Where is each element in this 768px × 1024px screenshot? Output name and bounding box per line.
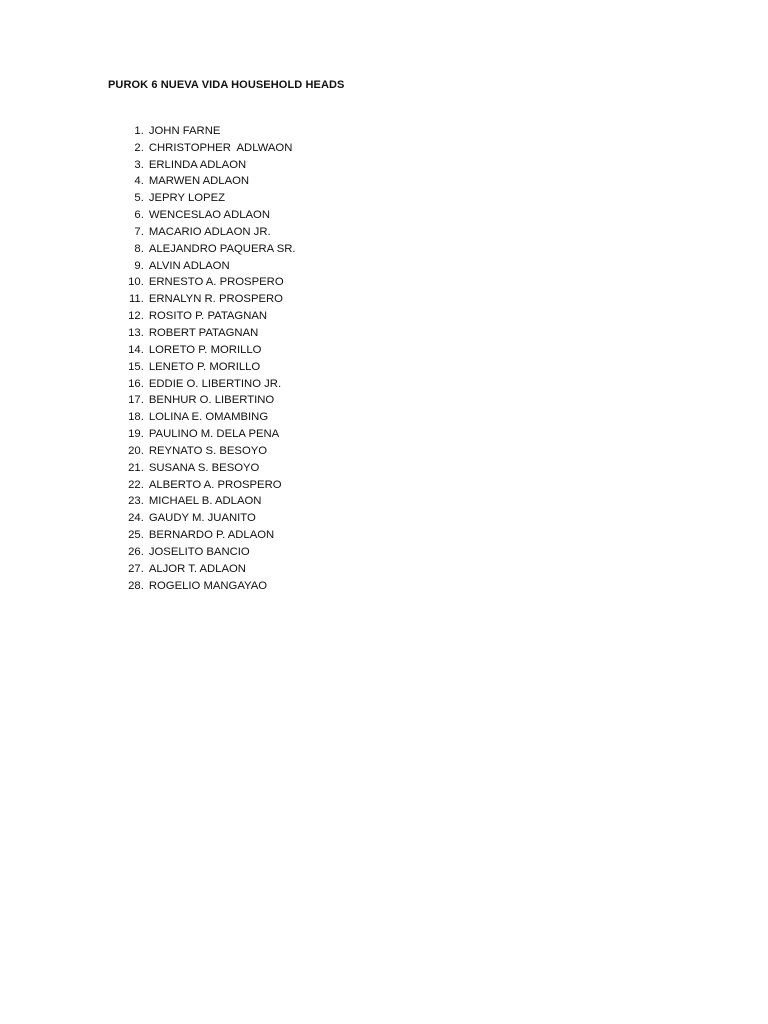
- item-number: 17.: [128, 394, 144, 407]
- item-number: 15.: [128, 360, 144, 373]
- list-item: [100, 376, 296, 407]
- item-number: 3.: [134, 158, 144, 171]
- item-name: ERNESTO A. PROSPERO: [148, 276, 284, 289]
- item-number: 12.: [128, 310, 144, 323]
- list-item: [100, 443, 296, 474]
- item-number: 19.: [128, 428, 144, 441]
- list-item: [100, 123, 296, 154]
- list-item: [100, 140, 296, 171]
- document-title: PUROK 6 NUEVA VIDA HOUSEHOLD HEADS: [108, 79, 345, 91]
- item-number: 25.: [128, 529, 144, 542]
- item-name: MACARIO ADLAON JR.: [148, 225, 271, 238]
- item-name: BENHUR O. LIBERTINO: [148, 394, 275, 407]
- item-name: ROSITO P. PATAGNAN: [148, 310, 268, 323]
- list-item: [100, 291, 296, 323]
- item-name: GAUDY M. JUANITO: [148, 512, 256, 525]
- list-item: [100, 460, 296, 491]
- item-number: 16.: [128, 377, 144, 390]
- list-item: [100, 477, 296, 508]
- item-name: LOLINA E. OMAMBING: [148, 411, 269, 424]
- item-name: ROGELIO MANGAYAO: [148, 579, 268, 592]
- item-name: JEPRY LOPEZ: [148, 192, 226, 205]
- list-item: [100, 342, 296, 373]
- item-number: 7.: [134, 225, 144, 238]
- list-item: [100, 544, 296, 575]
- list-item: [100, 325, 296, 356]
- item-number: 9.: [134, 259, 144, 272]
- item-number: 6.: [134, 209, 144, 222]
- item-number: 23.: [128, 495, 144, 508]
- item-number: 28.: [128, 579, 144, 592]
- item-name: ALVIN ADLAON: [148, 259, 230, 272]
- item-name: ERLINDA ADLAON: [148, 158, 247, 171]
- list-item: [100, 157, 296, 188]
- item-number: 14.: [128, 343, 144, 356]
- list-item: [100, 359, 296, 390]
- item-name: CHRISTOPHER ADLWAON: [148, 141, 293, 154]
- item-name: MARWEN ADLAON: [148, 175, 250, 188]
- list-item: [100, 392, 296, 424]
- list-item: [100, 207, 296, 238]
- list-item: [100, 258, 296, 289]
- item-name: JOHN FARNE: [148, 124, 221, 137]
- item-number: 27.: [128, 562, 144, 575]
- item-number: 2.: [134, 141, 144, 154]
- item-number: 13.: [128, 326, 144, 339]
- item-name: LORETO P. MORILLO: [148, 343, 262, 356]
- item-number: 21.: [128, 461, 144, 474]
- item-number: 24.: [128, 512, 144, 525]
- list-item: [100, 527, 296, 558]
- household-heads-list: [100, 106, 296, 592]
- item-name: REYNATO S. BESOYO: [148, 444, 268, 457]
- item-name: ALEJANDRO PAQUERA SR.: [148, 242, 296, 255]
- item-name: SUSANA S. BESOYO: [148, 461, 260, 474]
- list-item: [100, 493, 296, 525]
- item-number: 5.: [134, 192, 144, 205]
- list-item: [100, 190, 296, 222]
- item-name: MICHAEL B. ADLAON: [148, 495, 262, 508]
- list-item: [100, 173, 296, 205]
- item-number: 26.: [128, 545, 144, 558]
- item-number: 10.: [128, 276, 144, 289]
- item-name: JOSELITO BANCIO: [148, 545, 250, 558]
- item-name: ERNALYN R. PROSPERO: [148, 293, 283, 306]
- list-item: [100, 106, 296, 137]
- item-name: EDDIE O. LIBERTINO JR.: [148, 377, 282, 390]
- list-item: [100, 308, 296, 339]
- item-name: LENETO P. MORILLO: [148, 360, 261, 373]
- list-item: [100, 274, 296, 306]
- item-name: ROBERT PATAGNAN: [148, 326, 259, 339]
- item-number: 1.: [134, 124, 144, 137]
- item-number: 18.: [128, 411, 144, 424]
- item-name: ALJOR T. ADLAON: [148, 562, 246, 575]
- list-item: [100, 224, 296, 255]
- list-item: [100, 241, 296, 272]
- list-item: [100, 426, 296, 457]
- item-name: ALBERTO A. PROSPERO: [148, 478, 282, 491]
- item-number: 20.: [128, 444, 144, 457]
- item-number: 11.: [128, 293, 144, 306]
- list-item: [100, 409, 296, 441]
- item-number: 22.: [128, 478, 144, 491]
- list-item: [100, 510, 296, 542]
- item-number: 4.: [134, 175, 144, 188]
- item-name: WENCESLAO ADLAON: [148, 209, 271, 222]
- list-item: [100, 561, 296, 592]
- item-name: PAULINO M. DELA PENA: [148, 428, 280, 441]
- item-number: 8.: [134, 242, 144, 255]
- item-name: BERNARDO P. ADLAON: [148, 529, 275, 542]
